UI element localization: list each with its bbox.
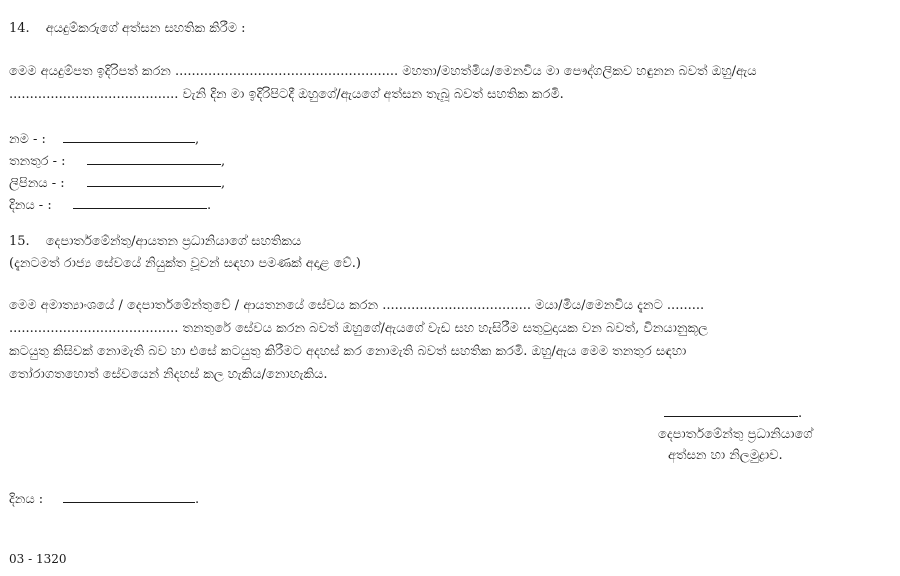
signature-line-tail: .: [798, 406, 803, 421]
section-14-paragraph-line-2: ......................................... වැනි දින මා ඉදිරිපිටදී ඔහුගේ/ඇයගේ අත්සන තැබූ බවත් සහතික කරමි.: [9, 87, 564, 102]
signature-label-line-1: දෙපාර්තමේන්තු ප්‍රධානියාගේ: [658, 427, 813, 442]
signature-line-row: [664, 402, 802, 423]
section-15-date-line[interactable]: [63, 488, 195, 503]
address-field-row: [9, 172, 225, 193]
section-14-heading: [9, 20, 246, 38]
date-field-row: [9, 194, 211, 215]
address-field-line[interactable]: [87, 172, 221, 187]
section-15-paragraph-line-3: කටයුතු කිසිවක් නොමැති බව හා එසේ කටයුතු කිරීමට අදහස් කර නොමැති බවත් සහතික කරමි. ඔහු/ඇය මෙම තනතුර සඳහා: [9, 344, 687, 359]
designation-field-row: [9, 150, 225, 171]
designation-field-tail: ,: [221, 154, 226, 169]
section-15-heading: [9, 233, 301, 251]
signature-line[interactable]: [664, 402, 798, 417]
section-14-number: 14.: [9, 21, 30, 36]
section-14-title: අයදුම්කරුගේ අත්සන සහතික කිරීම :: [45, 21, 246, 36]
section-15-date-row: [9, 488, 199, 509]
section-14-paragraph-line-1: මෙම අයදුම්පත ඉදිරිපත් කරන ...................................................... මහතා/මහත්මිය/මෙනවිය මා පෞද්ගලිකව හඳුනන බවත් ඔහු/ඇය: [9, 64, 757, 79]
section-15-paragraph-line-2: ......................................... තනතුරේ සේවය කරන බවත් ඔහුගේ/ඇයගේ වැඩ සහ හැසිරීම සතුටුදායක වන බවත්, විනයානුකූල: [9, 321, 708, 336]
name-field-row: [9, 128, 199, 149]
section-15-number: 15.: [9, 234, 30, 249]
address-field-label: ලිපිනය - :: [9, 176, 65, 191]
name-field-label: නම - :: [9, 132, 46, 147]
designation-field-label: තනතුර - :: [9, 154, 66, 169]
address-field-tail: ,: [221, 176, 226, 191]
date-field-label: දිනය - :: [9, 198, 52, 213]
name-field-tail: ,: [195, 132, 200, 147]
section-15-date-label: දිනය :: [9, 492, 44, 507]
section-15-paragraph-line-4: තෝරාගතහොත් සේවයෙන් නිදහස් කල හැකිය/නොහැකිය.: [9, 367, 328, 382]
date-field-line[interactable]: [73, 194, 207, 209]
date-field-tail: .: [207, 198, 212, 213]
form-code: 03 - 1320: [9, 552, 67, 566]
signature-label-line-2: අත්සන හා නිලමුද්‍රාව.: [668, 448, 783, 463]
section-15-date-tail: .: [195, 492, 200, 507]
section-15-paragraph-line-1: මෙම අමාත්‍යාංශයේ / දෙපාර්තමේන්තුවේ / ආයතනයේ සේවය කරන .................................... මයා/මිය/මෙනවිය දැනට .........: [9, 298, 705, 313]
designation-field-line[interactable]: [87, 150, 221, 165]
section-15-subheading: (දැනටමත් රාජ්‍ය සේවයේ නියුක්ත වූවන් සඳහා පමණක් අදාළ වේ.): [9, 256, 362, 271]
section-15-title: දෙපාර්තමේන්තු/ආයතන ප්‍රධානියාගේ සහතිකය: [45, 234, 302, 249]
name-field-line[interactable]: [63, 128, 195, 143]
